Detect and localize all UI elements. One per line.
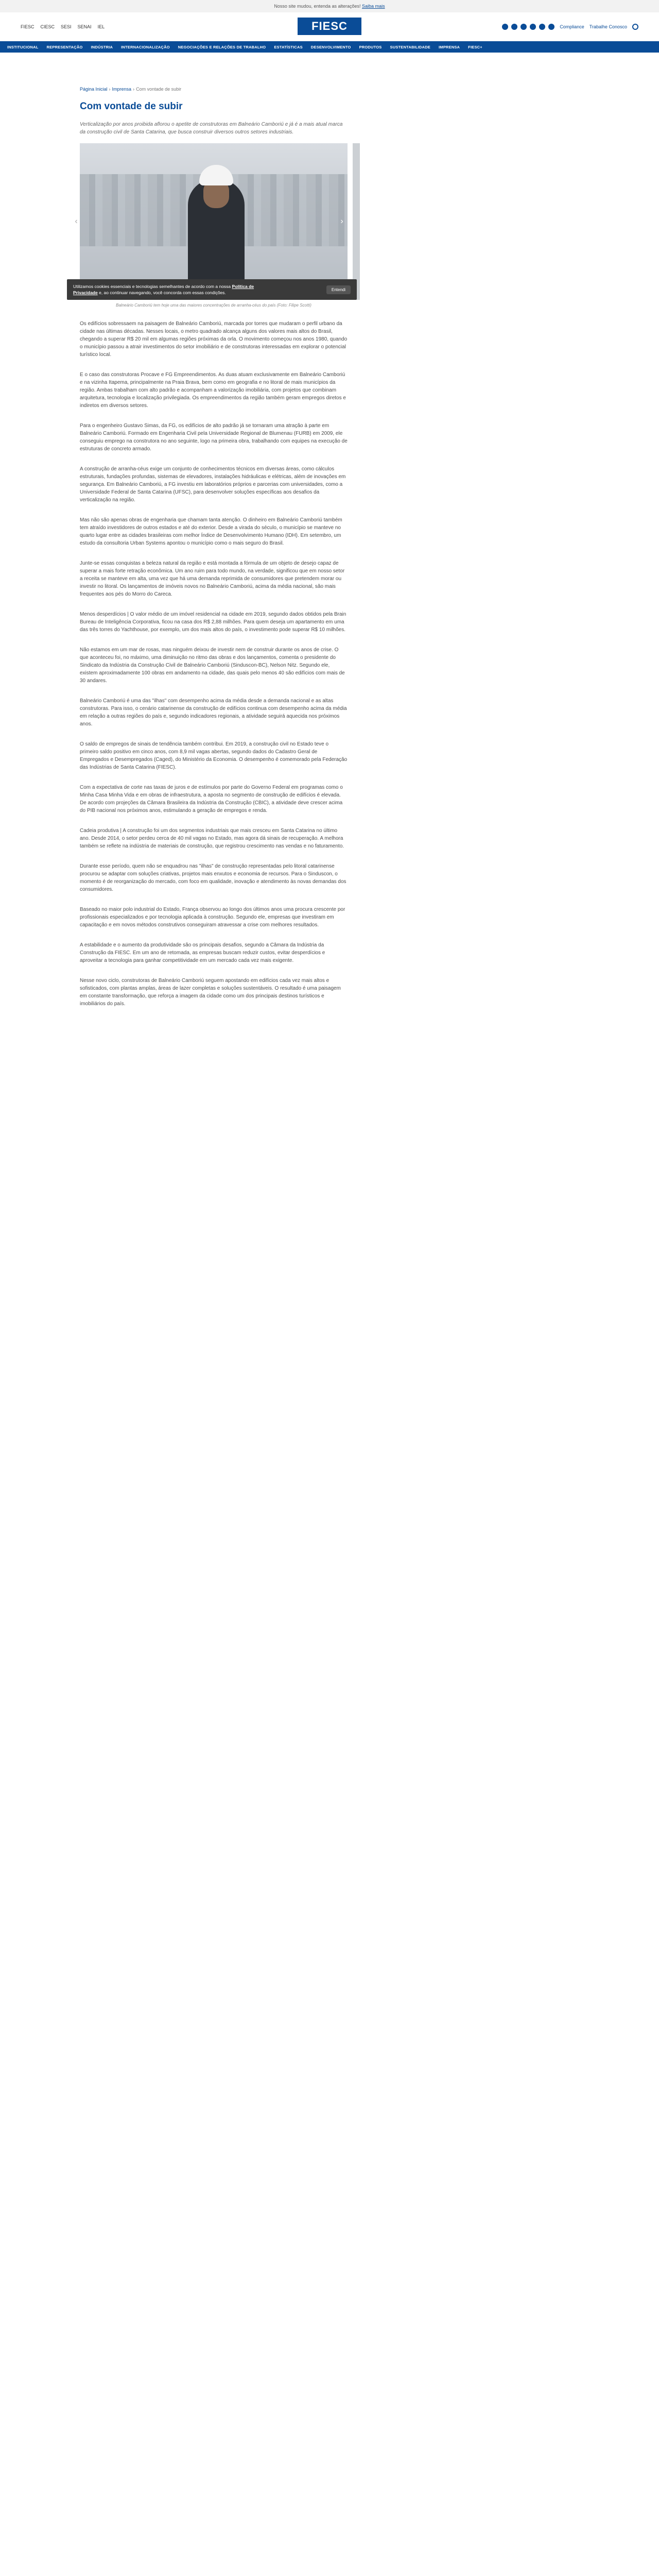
- chevron-left-icon[interactable]: ‹: [75, 217, 78, 226]
- nav-item-representacao[interactable]: REPRESENTAÇÃO: [46, 44, 83, 49]
- compliance-link[interactable]: Compliance: [560, 24, 584, 29]
- entity-link-fiesc[interactable]: FIESC: [21, 24, 34, 29]
- site-header: [0, 12, 659, 41]
- nav-item-institucional[interactable]: INSTITUCIONAL: [7, 44, 39, 49]
- article-body: [80, 320, 348, 1008]
- youtube-icon[interactable]: [548, 24, 554, 30]
- nav-item-desenvolvimento[interactable]: DESENVOLVIMENTO: [310, 44, 351, 49]
- cookie-text: Utilizamos cookies essenciais e tecnologias semelhantes de acordo com a nossa Política de Privacidade e, ao continuar navegando, você concorda com essas condições.: [73, 284, 254, 295]
- article-paragraph: Com a expectativa de corte nas taxas de juros e de estímulos por parte do Governo Federal em programas como o Minha Casa Minha Vida e em obras de infraestrutura, a aposta no segmento de construção de edifícios é elevada. De acordo com projeções da Câmara Brasileira da Indústria da Construção (CBIC), a atividade deve crescer acima do PIB nacional nos próximos anos, estimulando a geração de empregos e renda.: [80, 785, 343, 814]
- article-paragraph: Cadeia produtiva | A construção foi um dos segmentos industriais que mais cresceu em Santa Catarina no último ano. Desde 2014, o setor perdeu cerca de 40 mil vagas no Estado, mas agora dá sinais de recuperação. A melhora também se reflete na indústria de materiais de construção, que registrou crescimento nas vendas e no faturamento.: [80, 828, 344, 849]
- announcement-text: Nosso site mudou, entenda as alterações!: [274, 4, 361, 9]
- entity-link-ciesc[interactable]: CIESC: [40, 24, 55, 29]
- whatsapp-icon[interactable]: [502, 24, 508, 30]
- twitter-icon[interactable]: [539, 24, 545, 30]
- nav-item-sustentabilidade[interactable]: SUSTENTABILIDADE: [390, 44, 430, 49]
- fiesc-logo[interactable]: FIESC: [298, 18, 361, 35]
- entity-link-sesi[interactable]: SESI: [61, 24, 72, 29]
- announcement-bar: [0, 0, 659, 12]
- cookie-banner: [67, 279, 357, 300]
- article-paragraph: Junte-se essas conquistas a beleza natural da região e está montada a fórmula de um objeto de desejo capaz de superar a mais forte retração econômica. Um ano ruim para todo mundo, na verdade, significou que em nosso setor a receita se manteve em alta, uma vez que há uma demanda reprimida de consumidores que pretendem morar ou investir no litoral. Os lançamentos de imóveis novos no Balneário Camboriú, acima da média nacional, são mais frequentes aos pés do Morro do Careca.: [80, 561, 345, 597]
- nav-item-negociacoes[interactable]: NEGOCIAÇÕES E RELAÇÕES DE TRABALHO: [178, 44, 266, 49]
- article-lead: Verticalização por anos proibida aflorou o apetite de construtoras em Balneário Camboriú e já é a mais atual marca da construção civil de Santa Catarina, que busca construir diversos outros setores industriais.: [80, 122, 343, 135]
- breadcrumb-home[interactable]: Página Inicial: [80, 87, 108, 92]
- article-paragraph: O saldo de empregos de sinais de tendência também contribui. Em 2019, a construção civil no Estado teve o primeiro saldo positivo em cinco anos, com 8,9 mil vagas abertas, segundo dados do Cadastro Geral de Empregados e Desempregados (Caged), do Ministério da Economia. O desempenho é comemorado pela Federação das Indústrias de Santa Catarina (FIESC).: [80, 741, 348, 770]
- privacy-policy-link[interactable]: Política de Privacidade: [73, 284, 254, 295]
- article-paragraph: A estabilidade e o aumento da produtividade são os principais desafios, segundo a Câmara da Indústria da Construção da FIESC. Em um ano de retomada, as empresas buscam reduzir custos, evitar desperdícios e aproveitar a tecnologia para ganhar competitividade em um mercado cada vez mais exigente.: [80, 942, 325, 963]
- facebook-icon[interactable]: [511, 24, 517, 30]
- social-links: [502, 24, 554, 30]
- nav-item-industria[interactable]: INDÚSTRIA: [91, 44, 113, 49]
- cookie-accept-button[interactable]: Entendi: [326, 285, 351, 294]
- entity-link-senai[interactable]: SENAI: [77, 24, 92, 29]
- article-paragraph: Não estamos em um mar de rosas, mas ninguém deixou de investir nem de construir durante os anos de crise. O que aconteceu foi, no máximo, uma diminuição no ritmo das obras e dos lançamentos, comenta o presidente do Sindicato da Indústria da Construção Civil de Balneário Camboriú (Sinduscon-BC), Nelson Nitz. Segundo ele, existem aproximadamente 100 obras em andamento na cidade, das quais pelo menos 40 são edifícios com mais de 30 andares.: [80, 647, 345, 684]
- careers-link[interactable]: Trabalhe Conosco: [589, 24, 627, 29]
- photo-gallery: [75, 143, 348, 300]
- article-paragraph: Para o engenheiro Gustavo Simas, da FG, os edifícios de alto padrão já se tornaram uma atração à parte em Balneário Camboriú. Formado em Engenharia Civil pela Universidade Regional de Blumenau (FURB) em 2009, ele conseguiu emprego na construtora no ano seguinte, logo na primeira obra, trabalhando com equipes na execução de estruturas de concreto armado.: [80, 423, 348, 452]
- article-paragraph: Menos desperdícios | O valor médio de um imóvel residencial na cidade em 2019, segundo dados obtidos pela Brain Bureau de Inteligência Corporativa, ficou na casa dos R$ 2,88 milhões. Para quem deseja um apartamento em uma das três torres do Yachthouse, por exemplo, um dos mais altos do país, o investimento pode superar R$ 10 milhões.: [80, 612, 346, 633]
- linkedin-icon[interactable]: [530, 24, 536, 30]
- main-nav: [0, 41, 659, 53]
- nav-item-imprensa[interactable]: IMPRENSA: [438, 44, 460, 49]
- nav-item-fiesc-plus[interactable]: FIESC+: [468, 44, 482, 49]
- article-paragraph: Mas não são apenas obras de engenharia que chamam tanta atenção. O dinheiro em Balneário Camboriú também tem atraído investidores de outros estados e até do exterior. Desde a virada do século, o município se manteve no quarto lugar entre as cidades brasileiras com melhor Índice de Desenvolvimento Humano (IDH). Em setembro, um estudo da consultoria Urban Systems apontou o município como o mais seguro do Brasil.: [80, 517, 342, 546]
- article-container: [75, 53, 348, 1008]
- breadcrumb-section[interactable]: Imprensa: [112, 87, 132, 92]
- chevron-right-icon[interactable]: ›: [340, 217, 343, 226]
- article-paragraph: Baseado no maior polo industrial do Estado, França observou ao longo dos últimos anos uma procura crescente por profissionais especializados e por tecnologia aplicada à construção. Segundo ele, empresas que investiram em capacitação e em novos métodos construtivos conseguiram atravessar a crise com melhores resultados.: [80, 907, 345, 928]
- search-icon[interactable]: [632, 24, 638, 30]
- entity-links: [21, 24, 105, 29]
- nav-item-produtos[interactable]: PRODUTOS: [359, 44, 382, 49]
- next-photo-preview[interactable]: [353, 143, 360, 300]
- entity-link-iel[interactable]: IEL: [97, 24, 105, 29]
- photo-caption: Balneário Camboriú tem hoje uma das maiores concentrações de arranha-céus do país (Foto: Filipe Scotti): [116, 303, 311, 308]
- article-paragraph: E o caso das construtoras Procave e FG Empreendimentos. As duas atuam exclusivamente em Balneário Camboriú e na vizinha Itapema, principalmente na Praia Brava, bem como em geografia e no litoral de mais municípios da região. Ambas trabalham com alto padrão e acompanham a valorização imobiliária, com projetos que combinam arquitetura, tecnologia e localização privilegiada. Os empreendimentos da região também geram empregos diretos e indiretos em diversos setores.: [80, 372, 346, 409]
- article-paragraph: Nesse novo ciclo, construtoras de Balneário Camboriú seguem apostando em edifícios cada vez mais altos e sofisticados, com plantas amplas, áreas de lazer completas e soluções sustentáveis. O resultado é uma paisagem em constante transformação, que reforça a imagem da cidade como um dos principais destinos turísticos e imobiliários do país.: [80, 978, 341, 1007]
- announcement-link[interactable]: Saiba mais: [362, 4, 385, 9]
- article-paragraph: A construção de arranha-céus exige um conjunto de conhecimentos técnicos em diversas áreas, como cálculos estruturais, fundações profundas, sistemas de elevadores, instalações hidráulicas e elétricas, além de inovações em segurança. Em Balneário Camboriú, a FG investiu em laboratórios próprios e parcerias com universidades, como a Universidade Federal de Santa Catarina (UFSC), para desenvolver soluções específicas aos desafios da verticalização na região.: [80, 466, 346, 503]
- article-paragraph: Durante esse período, quem não se enquadrou nas "ilhas" de construção representadas pelo litoral catarinense procurou se adaptar com soluções criativas, projetos mais enxutos e economia de recursos. Para o Sinduscon, o momento é de reorganização do mercado, com foco em qualidade, inovação e atendimento às novas demandas dos consumidores.: [80, 863, 346, 892]
- article-paragraph: Balneário Camboriú é uma das "ilhas" com desempenho acima da média desde a demanda nacional e as altas construtoras. Para isso, o cenário catarinense da construção de edifícios continua com desempenho acima da média em relação a outras regiões do país e, segundo indicadores regionais, a atividade seguirá aquecida nos próximos anos.: [80, 698, 347, 727]
- breadcrumb: Página Inicial › Imprensa › Com vontade de subir: [80, 87, 182, 92]
- article-photo: [80, 143, 348, 300]
- page-title: Com vontade de subir: [80, 101, 183, 112]
- nav-item-internacionalizacao[interactable]: INTERNACIONALIZAÇÃO: [121, 44, 170, 49]
- nav-item-estatisticas[interactable]: ESTATÍSTICAS: [274, 44, 303, 49]
- instagram-icon[interactable]: [521, 24, 527, 30]
- article-paragraph: Os edifícios sobressaem na paisagem de Balneário Camboriú, marcada por torres que mudaram o perfil urbano da cidade nas últimas décadas. Nesses locais, o metro quadrado alcança alguns dos valores mais altos do Brasil, chegando a superar R$ 20 mil em algumas regiões próximas da orla. O movimento começou nos anos 1980, quando o município passou a atrair investimentos do setor imobiliário e de construtoras interessadas em explorar o potencial turístico local.: [80, 321, 348, 358]
- breadcrumb-current: Com vontade de subir: [136, 87, 182, 92]
